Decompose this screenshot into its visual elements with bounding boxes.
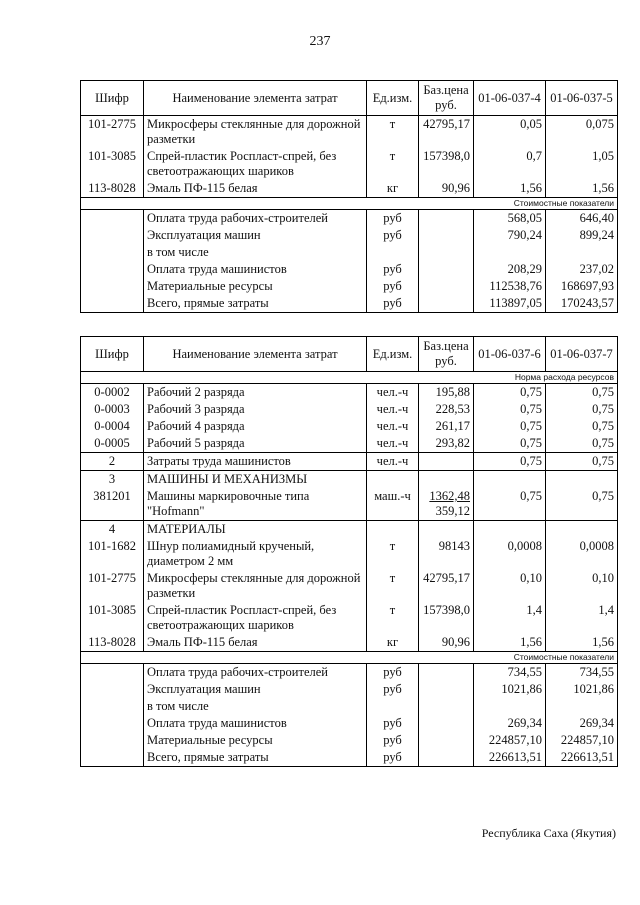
row-value-b: 0,75 bbox=[546, 435, 618, 453]
table-row bbox=[81, 418, 618, 435]
row-value-b: 0,75 bbox=[546, 401, 618, 418]
row-price: 90,96 bbox=[419, 180, 474, 198]
table-row bbox=[81, 148, 618, 180]
row-unit: т bbox=[367, 602, 419, 634]
row-name: Спрей-пластик Роспласт-спрей, без светоотражающих шариков bbox=[144, 148, 367, 180]
row-value-a: 0,0008 bbox=[474, 538, 546, 570]
row-value-b: 1,56 bbox=[546, 634, 618, 652]
summary-value-a: 1021,86 bbox=[474, 681, 546, 698]
row-name: Рабочий 4 разряда bbox=[144, 418, 367, 435]
row-value-a: 0,7 bbox=[474, 148, 546, 180]
row-unit: чел.-ч bbox=[367, 418, 419, 435]
row-value-a: 1,56 bbox=[474, 180, 546, 198]
summary-value-b: 646,40 bbox=[546, 210, 618, 228]
table-row bbox=[81, 180, 618, 198]
table-row bbox=[81, 538, 618, 570]
header-unit: Ед.изм. bbox=[367, 81, 419, 116]
table-row bbox=[81, 401, 618, 418]
row-code: 381201 bbox=[81, 488, 144, 521]
row-unit: т bbox=[367, 538, 419, 570]
row-code: 113-8028 bbox=[81, 634, 144, 652]
row-value-b: 0,0008 bbox=[546, 538, 618, 570]
summary-name: Эксплуатация машин bbox=[144, 681, 367, 698]
row-value-b: 0,75 bbox=[546, 384, 618, 402]
row-code: 101-1682 bbox=[81, 538, 144, 570]
row-price: 157398,0 bbox=[419, 148, 474, 180]
row-value-b: 0,75 bbox=[546, 418, 618, 435]
header-col-a: 01-06-037-4 bbox=[474, 81, 546, 116]
header-price: Баз.цена руб. bbox=[419, 81, 474, 116]
row-price: 228,53 bbox=[419, 401, 474, 418]
row-name: Микросферы стеклянные для дорожной разметки bbox=[144, 570, 367, 602]
table-row bbox=[81, 384, 618, 402]
summary-unit: руб bbox=[367, 278, 419, 295]
row-code: 0-0003 bbox=[81, 401, 144, 418]
row-name: Микросферы стеклянные для дорожной разметки bbox=[144, 116, 367, 149]
row-name: Эмаль ПФ-115 белая bbox=[144, 180, 367, 198]
table-row bbox=[81, 116, 618, 149]
summary-value-b: 224857,10 bbox=[546, 732, 618, 749]
row-value-a: 0,05 bbox=[474, 116, 546, 149]
row-code: 0-0005 bbox=[81, 435, 144, 453]
header-col-a: 01-06-037-6 bbox=[474, 337, 546, 372]
summary-row bbox=[81, 210, 618, 228]
row-name: Рабочий 2 разряда bbox=[144, 384, 367, 402]
row-price: 195,88 bbox=[419, 384, 474, 402]
summary-name: Материальные ресурсы bbox=[144, 278, 367, 295]
summary-value-a: 208,29 bbox=[474, 261, 546, 278]
summary-name: Оплата труда машинистов bbox=[144, 261, 367, 278]
row-value-b: 0,075 bbox=[546, 116, 618, 149]
table-row bbox=[81, 634, 618, 652]
summary-value-a: 226613,51 bbox=[474, 749, 546, 767]
row-value-a: 0,10 bbox=[474, 570, 546, 602]
header-name: Наименование элемента затрат bbox=[144, 337, 367, 372]
row-price: 293,82 bbox=[419, 435, 474, 453]
summary-row bbox=[81, 681, 618, 698]
summary-value-b: 168697,93 bbox=[546, 278, 618, 295]
summary-row bbox=[81, 261, 618, 278]
summary-value-b: 237,02 bbox=[546, 261, 618, 278]
table-row bbox=[81, 570, 618, 602]
row-unit: кг bbox=[367, 180, 419, 198]
row-name: Машины маркировочные типа "Hofmann" bbox=[144, 488, 367, 521]
section-note-norm: Норма расхода ресурсов bbox=[81, 372, 618, 384]
row-unit: т bbox=[367, 570, 419, 602]
row-price: 90,96 bbox=[419, 634, 474, 652]
row-price: 42795,17 bbox=[419, 570, 474, 602]
row-name: Рабочий 3 разряда bbox=[144, 401, 367, 418]
row-unit: кг bbox=[367, 634, 419, 652]
row-value-a: 0,75 bbox=[474, 401, 546, 418]
summary-value-b: 269,34 bbox=[546, 715, 618, 732]
summary-row bbox=[81, 715, 618, 732]
summary-value-a: 113897,05 bbox=[474, 295, 546, 313]
section-header-row bbox=[81, 521, 618, 539]
summary-unit: руб bbox=[367, 732, 419, 749]
row-code: 113-8028 bbox=[81, 180, 144, 198]
header-name: Наименование элемента затрат bbox=[144, 81, 367, 116]
row-value-b: 0,75 bbox=[546, 453, 618, 471]
table-row bbox=[81, 435, 618, 453]
summary-value-a: 269,34 bbox=[474, 715, 546, 732]
summary-unit: руб bbox=[367, 295, 419, 313]
summary-unit: руб bbox=[367, 261, 419, 278]
summary-unit: руб bbox=[367, 749, 419, 767]
summary-row bbox=[81, 749, 618, 767]
summary-name: Всего, прямые затраты bbox=[144, 749, 367, 767]
price-top: 1362,48 bbox=[429, 489, 470, 503]
row-value-a: 1,4 bbox=[474, 602, 546, 634]
summary-name: в том числе bbox=[144, 244, 367, 261]
row-name: Эмаль ПФ-115 белая bbox=[144, 634, 367, 652]
header-price: Баз.цена руб. bbox=[419, 337, 474, 372]
summary-value-a: 734,55 bbox=[474, 664, 546, 682]
summary-row bbox=[81, 278, 618, 295]
header-col-b: 01-06-037-7 bbox=[546, 337, 618, 372]
row-price: 261,17 bbox=[419, 418, 474, 435]
row-price: 157398,0 bbox=[419, 602, 474, 634]
row-value-b: 1,05 bbox=[546, 148, 618, 180]
summary-value-b: 734,55 bbox=[546, 664, 618, 682]
row-price: 42795,17 bbox=[419, 116, 474, 149]
table-row bbox=[81, 602, 618, 634]
table-row bbox=[81, 488, 618, 521]
row-name: Шнур полиамидный крученый, диаметром 2 мм bbox=[144, 538, 367, 570]
summary-unit: руб bbox=[367, 664, 419, 682]
summary-value-b: 899,24 bbox=[546, 227, 618, 244]
summary-row bbox=[81, 244, 618, 261]
header-code: Шифр bbox=[81, 337, 144, 372]
row-value-a: 0,75 bbox=[474, 435, 546, 453]
row-code: 101-3085 bbox=[81, 148, 144, 180]
row-value-b: 0,75 bbox=[546, 488, 618, 521]
section-code: 4 bbox=[81, 521, 144, 539]
row-unit: т bbox=[367, 148, 419, 180]
row-code: 2 bbox=[81, 453, 144, 471]
summary-value-b: 1021,86 bbox=[546, 681, 618, 698]
summary-value-b: 170243,57 bbox=[546, 295, 618, 313]
section-title: МАШИНЫ И МЕХАНИЗМЫ bbox=[144, 471, 367, 489]
row-code: 101-2775 bbox=[81, 116, 144, 149]
row-value-a: 0,75 bbox=[474, 418, 546, 435]
section-note-cost: Стоимостные показатели bbox=[81, 198, 618, 210]
row-value-a: 0,75 bbox=[474, 384, 546, 402]
row-unit: т bbox=[367, 116, 419, 149]
section-note-cost: Стоимостные показатели bbox=[81, 652, 618, 664]
row-unit: чел.-ч bbox=[367, 401, 419, 418]
section-header-row bbox=[81, 471, 618, 489]
summary-name: Материальные ресурсы bbox=[144, 732, 367, 749]
table-row bbox=[81, 453, 618, 471]
row-code: 101-2775 bbox=[81, 570, 144, 602]
summary-row bbox=[81, 295, 618, 313]
row-value-a: 1,56 bbox=[474, 634, 546, 652]
summary-name: Оплата труда рабочих-строителей bbox=[144, 210, 367, 228]
summary-unit: руб bbox=[367, 227, 419, 244]
section-title: МАТЕРИАЛЫ bbox=[144, 521, 367, 539]
resource-table-1 bbox=[80, 80, 618, 313]
summary-name: Всего, прямые затраты bbox=[144, 295, 367, 313]
footer-region: Республика Саха (Якутия) bbox=[481, 826, 616, 840]
row-value-b: 0,10 bbox=[546, 570, 618, 602]
price-bottom: 359,12 bbox=[435, 504, 470, 518]
row-unit: чел.-ч bbox=[367, 384, 419, 402]
header-col-b: 01-06-037-5 bbox=[546, 81, 618, 116]
header-unit: Ед.изм. bbox=[367, 337, 419, 372]
summary-name: Эксплуатация машин bbox=[144, 227, 367, 244]
summary-name: Оплата труда рабочих-строителей bbox=[144, 664, 367, 682]
summary-row bbox=[81, 698, 618, 715]
summary-row bbox=[81, 664, 618, 682]
row-unit: чел.-ч bbox=[367, 453, 419, 471]
row-code: 0-0002 bbox=[81, 384, 144, 402]
summary-unit: руб bbox=[367, 715, 419, 732]
summary-name: в том числе bbox=[144, 698, 367, 715]
resource-table-2 bbox=[80, 336, 618, 767]
row-code: 0-0004 bbox=[81, 418, 144, 435]
summary-unit: руб bbox=[367, 210, 419, 228]
row-unit: чел.-ч bbox=[367, 435, 419, 453]
row-value-a: 0,75 bbox=[474, 453, 546, 471]
header-code: Шифр bbox=[81, 81, 144, 116]
summary-row bbox=[81, 227, 618, 244]
row-code: 101-3085 bbox=[81, 602, 144, 634]
summary-value-a: 568,05 bbox=[474, 210, 546, 228]
row-value-a: 0,75 bbox=[474, 488, 546, 521]
row-price: 98143 bbox=[419, 538, 474, 570]
summary-unit: руб bbox=[367, 681, 419, 698]
row-name: Затраты труда машинистов bbox=[144, 453, 367, 471]
summary-value-a: 112538,76 bbox=[474, 278, 546, 295]
summary-value-b: 226613,51 bbox=[546, 749, 618, 767]
row-name: Спрей-пластик Роспласт-спрей, без светоотражающих шариков bbox=[144, 602, 367, 634]
page-number: 237 bbox=[309, 34, 331, 49]
section-code: 3 bbox=[81, 471, 144, 489]
row-price bbox=[419, 488, 474, 521]
summary-value-a: 224857,10 bbox=[474, 732, 546, 749]
summary-row bbox=[81, 732, 618, 749]
row-value-b: 1,4 bbox=[546, 602, 618, 634]
row-value-b: 1,56 bbox=[546, 180, 618, 198]
row-name: Рабочий 5 разряда bbox=[144, 435, 367, 453]
row-unit: маш.-ч bbox=[367, 488, 419, 521]
summary-value-a: 790,24 bbox=[474, 227, 546, 244]
summary-name: Оплата труда машинистов bbox=[144, 715, 367, 732]
